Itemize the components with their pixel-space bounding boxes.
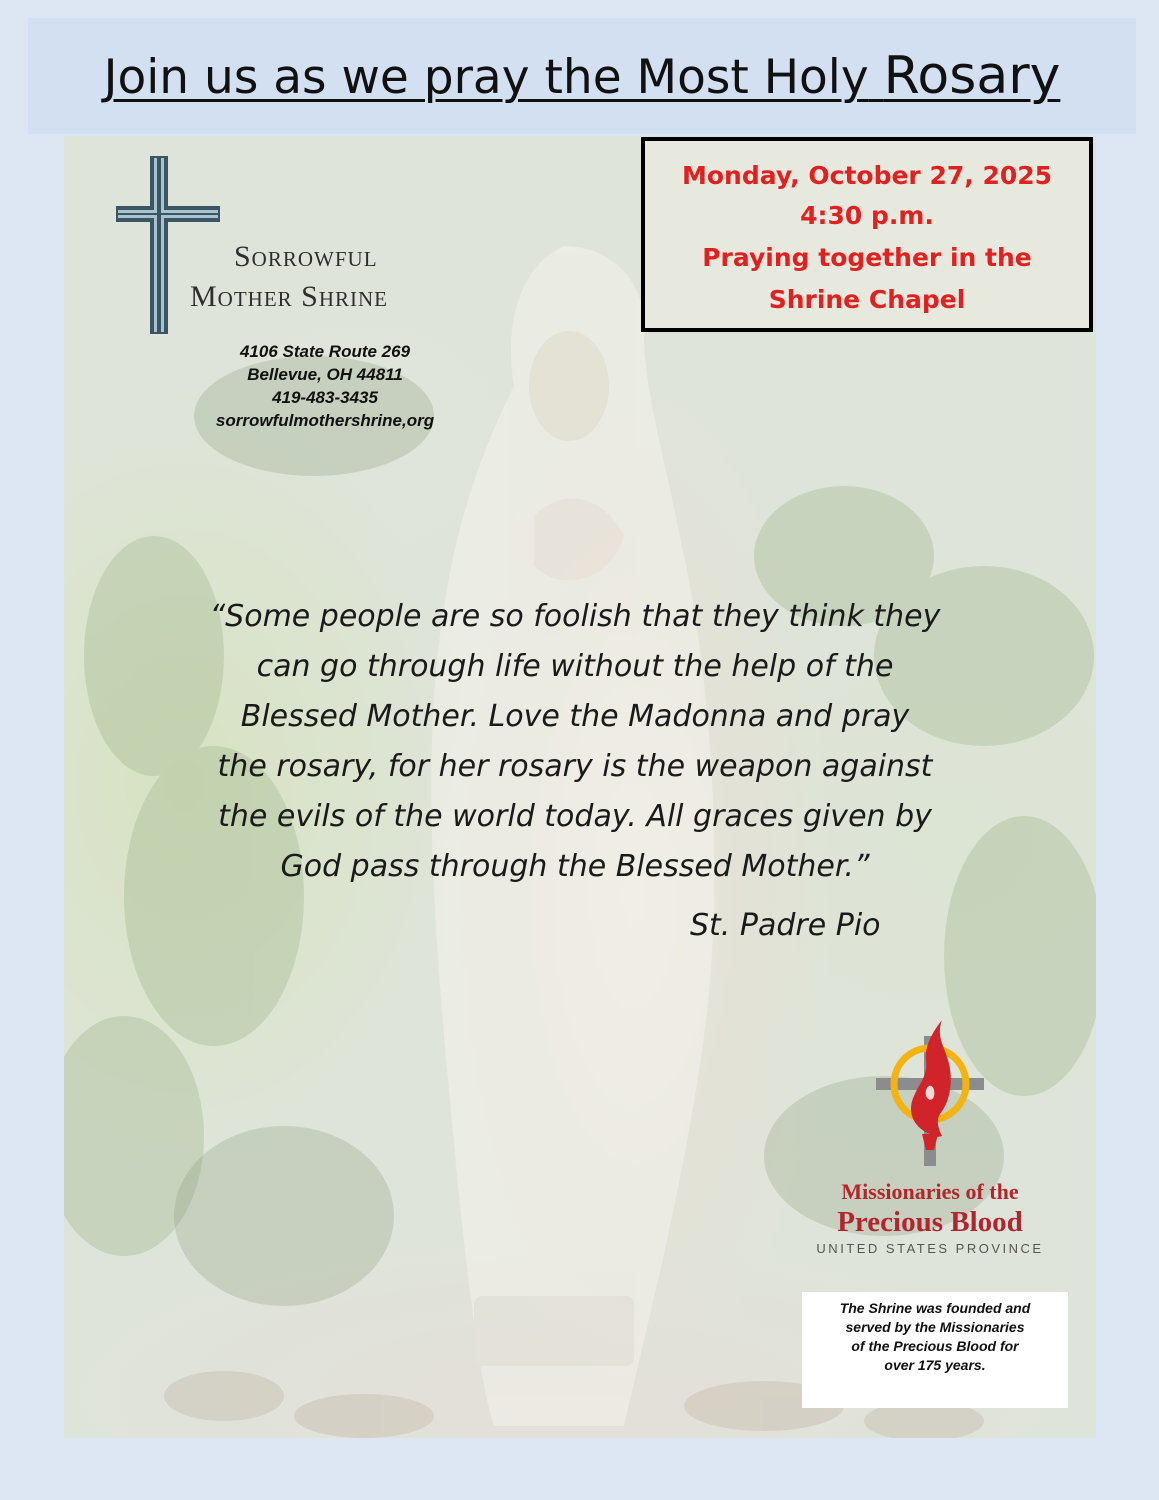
header-banner [28,18,1136,134]
title-main: Join us as we pray the Most Holy [103,50,869,105]
event-details-box [641,137,1093,332]
quote-block [190,592,960,892]
event-description-line2: Shrine Chapel [768,285,966,314]
note-line: of the Precious Blood for [851,1338,1019,1354]
missionaries-line3: UNITED STATES PROVINCE [816,1241,1044,1256]
missionaries-logo-text [760,1178,1100,1260]
title-last-word: Rosary [883,46,1061,106]
shrine-name [190,240,510,320]
shrine-city: Bellevue, OH 44811 [247,365,403,384]
quote-line: the rosary, for her rosary is the weapon against [217,749,933,784]
quote-line: the evils of the world today. All graces given by [218,799,932,834]
page-title [28,46,1136,106]
event-description-line1: Praying together in the [702,243,1032,272]
note-line: over 175 years. [884,1357,986,1373]
quote-author: St. Padre Pio [690,908,881,943]
founding-note-box [802,1292,1068,1408]
missionaries-line1: Missionaries of the [841,1179,1019,1204]
quote-line: Blessed Mother. Love the Madonna and pray [240,699,910,734]
shrine-address: 4106 State Route 269 [239,342,411,361]
shrine-website: sorrowfulmothershrine,org [215,411,435,430]
missionaries-line2: Precious Blood [837,1206,1023,1238]
founding-note [802,1299,1068,1375]
quote-line: God pass through the Blessed Mother.” [280,849,870,884]
event-date: Monday, October 27, 2025 [681,161,1053,190]
quote-line: “Some people are so foolish that they think they [209,599,941,634]
note-line: served by the Missionaries [845,1319,1025,1335]
event-time: 4:30 p.m. [800,201,934,230]
flame-cross-icon [870,1016,990,1166]
shrine-name-line1: Sorrowful [234,240,378,273]
quote-line: can go through life without the help of the [256,649,894,684]
shrine-contact [175,340,475,432]
shrine-name-line2: Mother Shrine [190,280,389,313]
shrine-phone: 419-483-3435 [272,388,378,407]
note-line: The Shrine was founded and [839,1300,1031,1316]
